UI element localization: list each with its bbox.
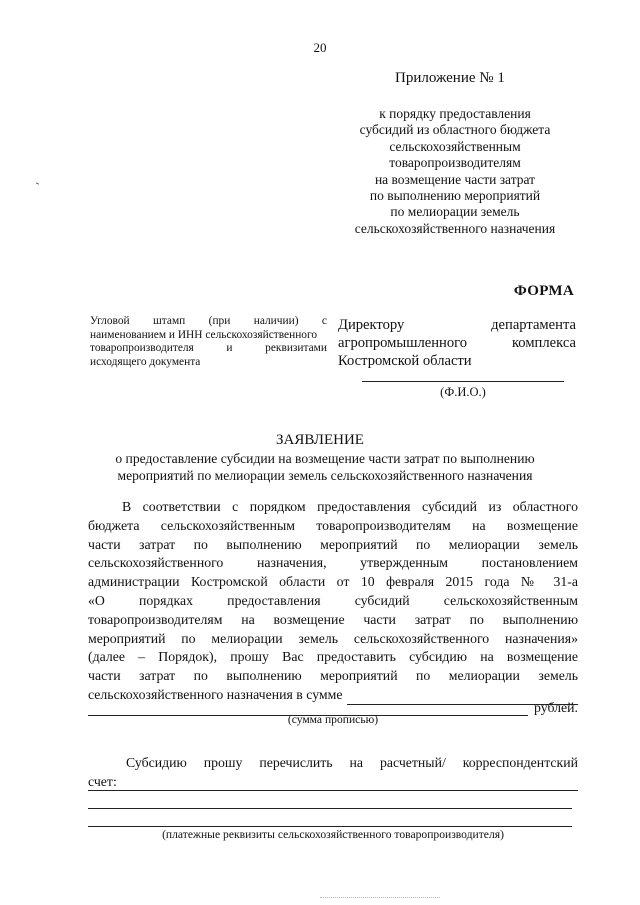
application-title: ЗАЯВЛЕНИЕ (276, 432, 364, 448)
corner-stamp-note (90, 315, 327, 369)
addressee-row (338, 316, 576, 334)
page-number: 20 (313, 40, 327, 55)
stamp-word: Угловой (90, 315, 130, 327)
appendix-line: сельскохозяйственным (389, 138, 521, 154)
body-line: товаропроизводителям на возмещение части затрат по выполнению (88, 611, 578, 627)
addressee-text: Директору (338, 317, 405, 333)
form-label: ФОРМА (513, 283, 574, 299)
addressee-text: департамента (491, 317, 576, 333)
appendix-line: товаропроизводителям (389, 155, 521, 171)
body-line: части затрат по выполнению мероприятий по мелиорации земель (88, 536, 578, 552)
scan-mark (36, 182, 39, 184)
subtitle-line: мероприятий по мелиорации земель сельскохозяйственного назначения (117, 468, 533, 483)
transfer-line: Субсидию прошу перечислить на расчетный/ корреспондентский (126, 755, 578, 770)
stamp-word: наличии) (253, 315, 299, 327)
sum-caption: (сумма прописью) (287, 713, 379, 726)
addressee-text: комплекса (511, 335, 576, 351)
appendix-line: сельскохозяйственного назначения (354, 220, 556, 236)
appendix-line: к порядку предоставления (379, 106, 531, 121)
requisites-field-line[interactable] (88, 826, 572, 827)
stamp-line-3 (90, 342, 327, 356)
transfer-line: счет: (88, 774, 117, 789)
body-line: бюджета сельскохозяйственным товаропроизводителям на возмещение (88, 517, 578, 533)
body-line: части затрат по выполнению мероприятий по мелиорации земель (88, 668, 578, 684)
stamp-word: и (226, 342, 233, 355)
subtitle-line: о предоставление субсидии на возмещение части затрат по выполнению (115, 451, 535, 466)
requisites-caption: (платежные реквизиты сельскохозяйственного товаропроизводителя) (162, 828, 504, 841)
appendix-line: на возмещение части затрат (374, 171, 536, 187)
stamp-word: штамп (153, 315, 186, 327)
appendix-title: Приложение № 1 (395, 70, 505, 86)
body-line: сельскохозяйственного назначения, утвержденным постановлением (88, 555, 578, 571)
stamp-line-2: наименованием и ИНН сельскохозяйственного (90, 328, 318, 341)
application-body (88, 498, 578, 705)
appendix-line: по мелиорации земель (390, 204, 520, 220)
stamp-line-1 (90, 315, 327, 329)
addressee-row (338, 334, 576, 352)
stamp-word: (при (208, 315, 231, 327)
addressee-row: Костромской области (338, 353, 472, 369)
fio-field-line[interactable] (362, 381, 564, 382)
body-line: «О порядках предоставления субсидий сельскохозяйственным (88, 592, 578, 608)
scan-artifact (320, 897, 440, 898)
currency-label: рублей. (534, 700, 578, 715)
appendix-line: субсидий из областного бюджета (359, 122, 551, 138)
body-line: мероприятий по мелиорации земель сельскохозяйственного назначения» (88, 630, 578, 646)
application-subtitle (80, 450, 570, 484)
body-line: В соответствии с порядком предоставления субсидий из областного (122, 499, 578, 514)
fio-caption: (Ф.И.О.) (440, 385, 486, 399)
body-line: сельскохозяйственного назначения в сумме (88, 686, 343, 702)
stamp-line-4: исходящего документа (90, 355, 201, 368)
account-field-line[interactable] (119, 777, 578, 791)
transfer-account-row (88, 772, 578, 791)
addressee-text: агропромышленного (338, 335, 468, 351)
requisites-field-line[interactable] (88, 808, 572, 809)
addressee-block (338, 316, 576, 370)
stamp-word: товаропроизводителя (90, 342, 194, 355)
stamp-word: реквизитами (265, 342, 327, 355)
stamp-word: с (321, 315, 327, 327)
appendix-description (330, 106, 580, 237)
body-line: (далее – Порядок), прошу Вас предоставить субсидию на возмещение (88, 649, 578, 665)
appendix-line: по выполнению мероприятий (369, 188, 541, 204)
requisites-field-line[interactable] (88, 790, 572, 791)
transfer-request (88, 753, 578, 791)
body-line: администрации Костромской области от 10 февраля 2015 года № 31-а (88, 574, 578, 590)
